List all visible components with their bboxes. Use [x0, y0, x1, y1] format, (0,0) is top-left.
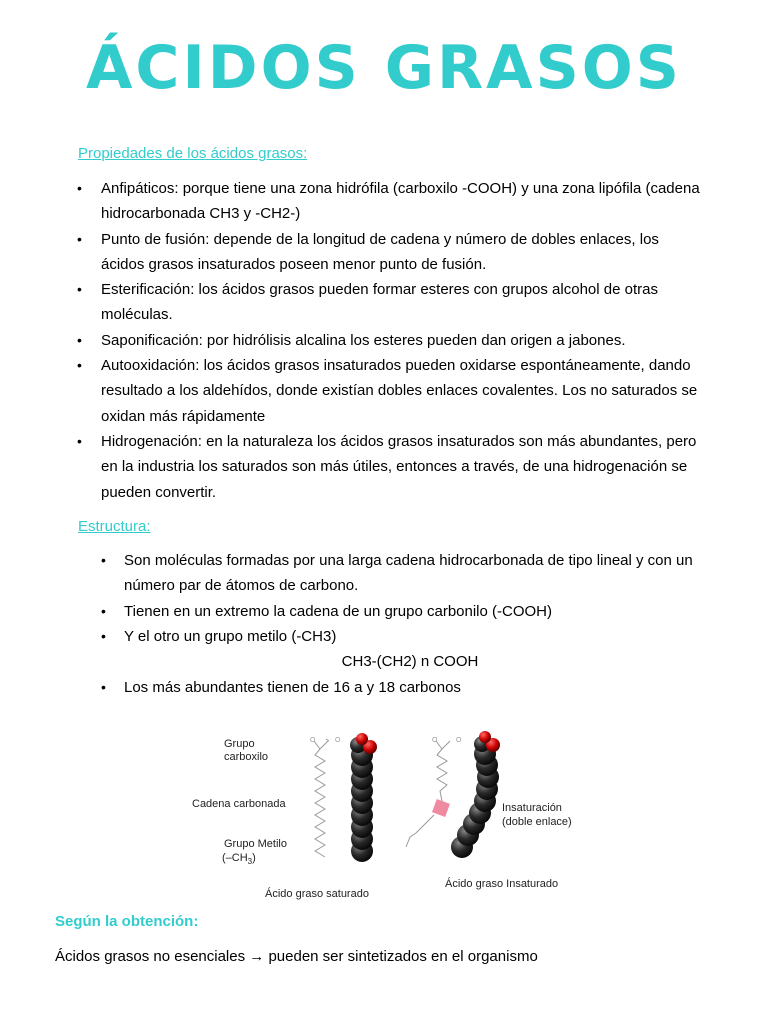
list-item: • Y el otro un grupo metilo (-CH3): [124, 624, 704, 649]
structure-list: [101, 548, 704, 649]
double-bond-marker: [432, 799, 450, 817]
label-carbon-chain: Cadena carbonada: [192, 798, 286, 810]
list-item: • Los más abundantes tienen de 16 a y 18 carbonos: [124, 675, 704, 700]
label-carboxyl-group: Grupo: [224, 738, 255, 750]
nonessential-fatty-acids-line: Ácidos grasos no esenciales → pueden ser sintetizados en el organismo: [55, 948, 538, 965]
label-methyl-group: Grupo Metilo: [224, 838, 287, 850]
fatty-acid-diagram: [180, 725, 600, 910]
unsaturated-skeletal-chain: [406, 741, 450, 847]
label-methyl-formula: $(-CH_3)$: [222, 852, 256, 866]
list-item: • Tienen en un extremo la cadena de un grupo carbonilo (-COOH): [124, 599, 704, 624]
section-heading-structure: Estructura:: [78, 518, 151, 535]
list-item: • Son moléculas formadas por una larga cadena hidrocarbonada de tipo lineal y con un número par de átomos de carbono.: [124, 548, 704, 599]
bullet-icon: •: [101, 552, 106, 568]
bullet-icon: •: [101, 627, 106, 644]
bullet-icon: •: [77, 230, 82, 247]
list-item: • Hidrogenación: en la naturaleza los ácidos grasos insaturados son más abundantes, pero en la industria los saturados son más útiles, entonces a través, de una hidrogenación se pueden convertir.: [101, 429, 701, 505]
bullet-icon: •: [77, 357, 82, 374]
section-heading-properties: Propiedades de los ácidos grasos:: [78, 145, 308, 162]
bullet-icon: •: [77, 331, 82, 348]
caption-unsaturated: Ácido graso Insaturado: [445, 878, 559, 890]
label-unsaturation: Insaturación: [502, 802, 562, 814]
unsaturated-spacefill-model: [451, 731, 500, 858]
oxygen-label-icon: O: [310, 737, 316, 744]
bullet-icon: •: [77, 432, 82, 449]
list-item: • Punto de fusión: depende de la longitud de cadena y número de dobles enlaces, los ácidos grasos insaturados poseen menor punto de fusión.: [101, 227, 701, 278]
saturated-spacefill-model: [350, 733, 377, 862]
page-title: ÁCIDOS GRASOS: [85, 33, 683, 103]
bullet-icon: •: [101, 602, 106, 619]
list-item: • Saponificación: por hidrólisis alcalina los esteres pueden dan origen a jabones.: [101, 328, 701, 353]
properties-list: [77, 176, 701, 505]
section-heading-obtention: Según la obtención:: [55, 913, 199, 930]
general-formula: CH3-(CH2) n COOH: [341, 653, 479, 670]
bullet-icon: •: [77, 180, 82, 196]
oxygen-label-icon: O: [335, 737, 341, 744]
saturated-skeletal-chain: [314, 739, 329, 857]
label-double-bond: (doble enlace): [502, 816, 572, 828]
bullet-icon: •: [77, 281, 82, 298]
list-item: • Esterificación: los ácidos grasos pueden formar esteres con grupos alcohol de otras moléculas.: [101, 277, 701, 328]
label-carboxyl-group-2: carboxilo: [224, 751, 269, 763]
list-item: • Autooxidación: los ácidos grasos insaturados pueden oxidarse espontáneamente, dando resultado a los aldehídos, donde existían dobles enlaces covalentes. Los no saturados se oxidan más rápidamente: [101, 353, 701, 429]
structure-list-continued: [101, 675, 704, 700]
arrow-right-icon: →: [249, 948, 265, 965]
oxygen-label-icon: O: [456, 737, 462, 744]
oxygen-label-icon: O: [432, 737, 438, 744]
bullet-icon: •: [101, 679, 106, 695]
list-item: • Anfipáticos: porque tiene una zona hidrófila (carboxilo -COOH) y una zona lipófila (cadena hidrocarbonada CH3 y -CH2-): [101, 176, 701, 227]
caption-saturated: Ácido graso saturado: [265, 888, 369, 900]
